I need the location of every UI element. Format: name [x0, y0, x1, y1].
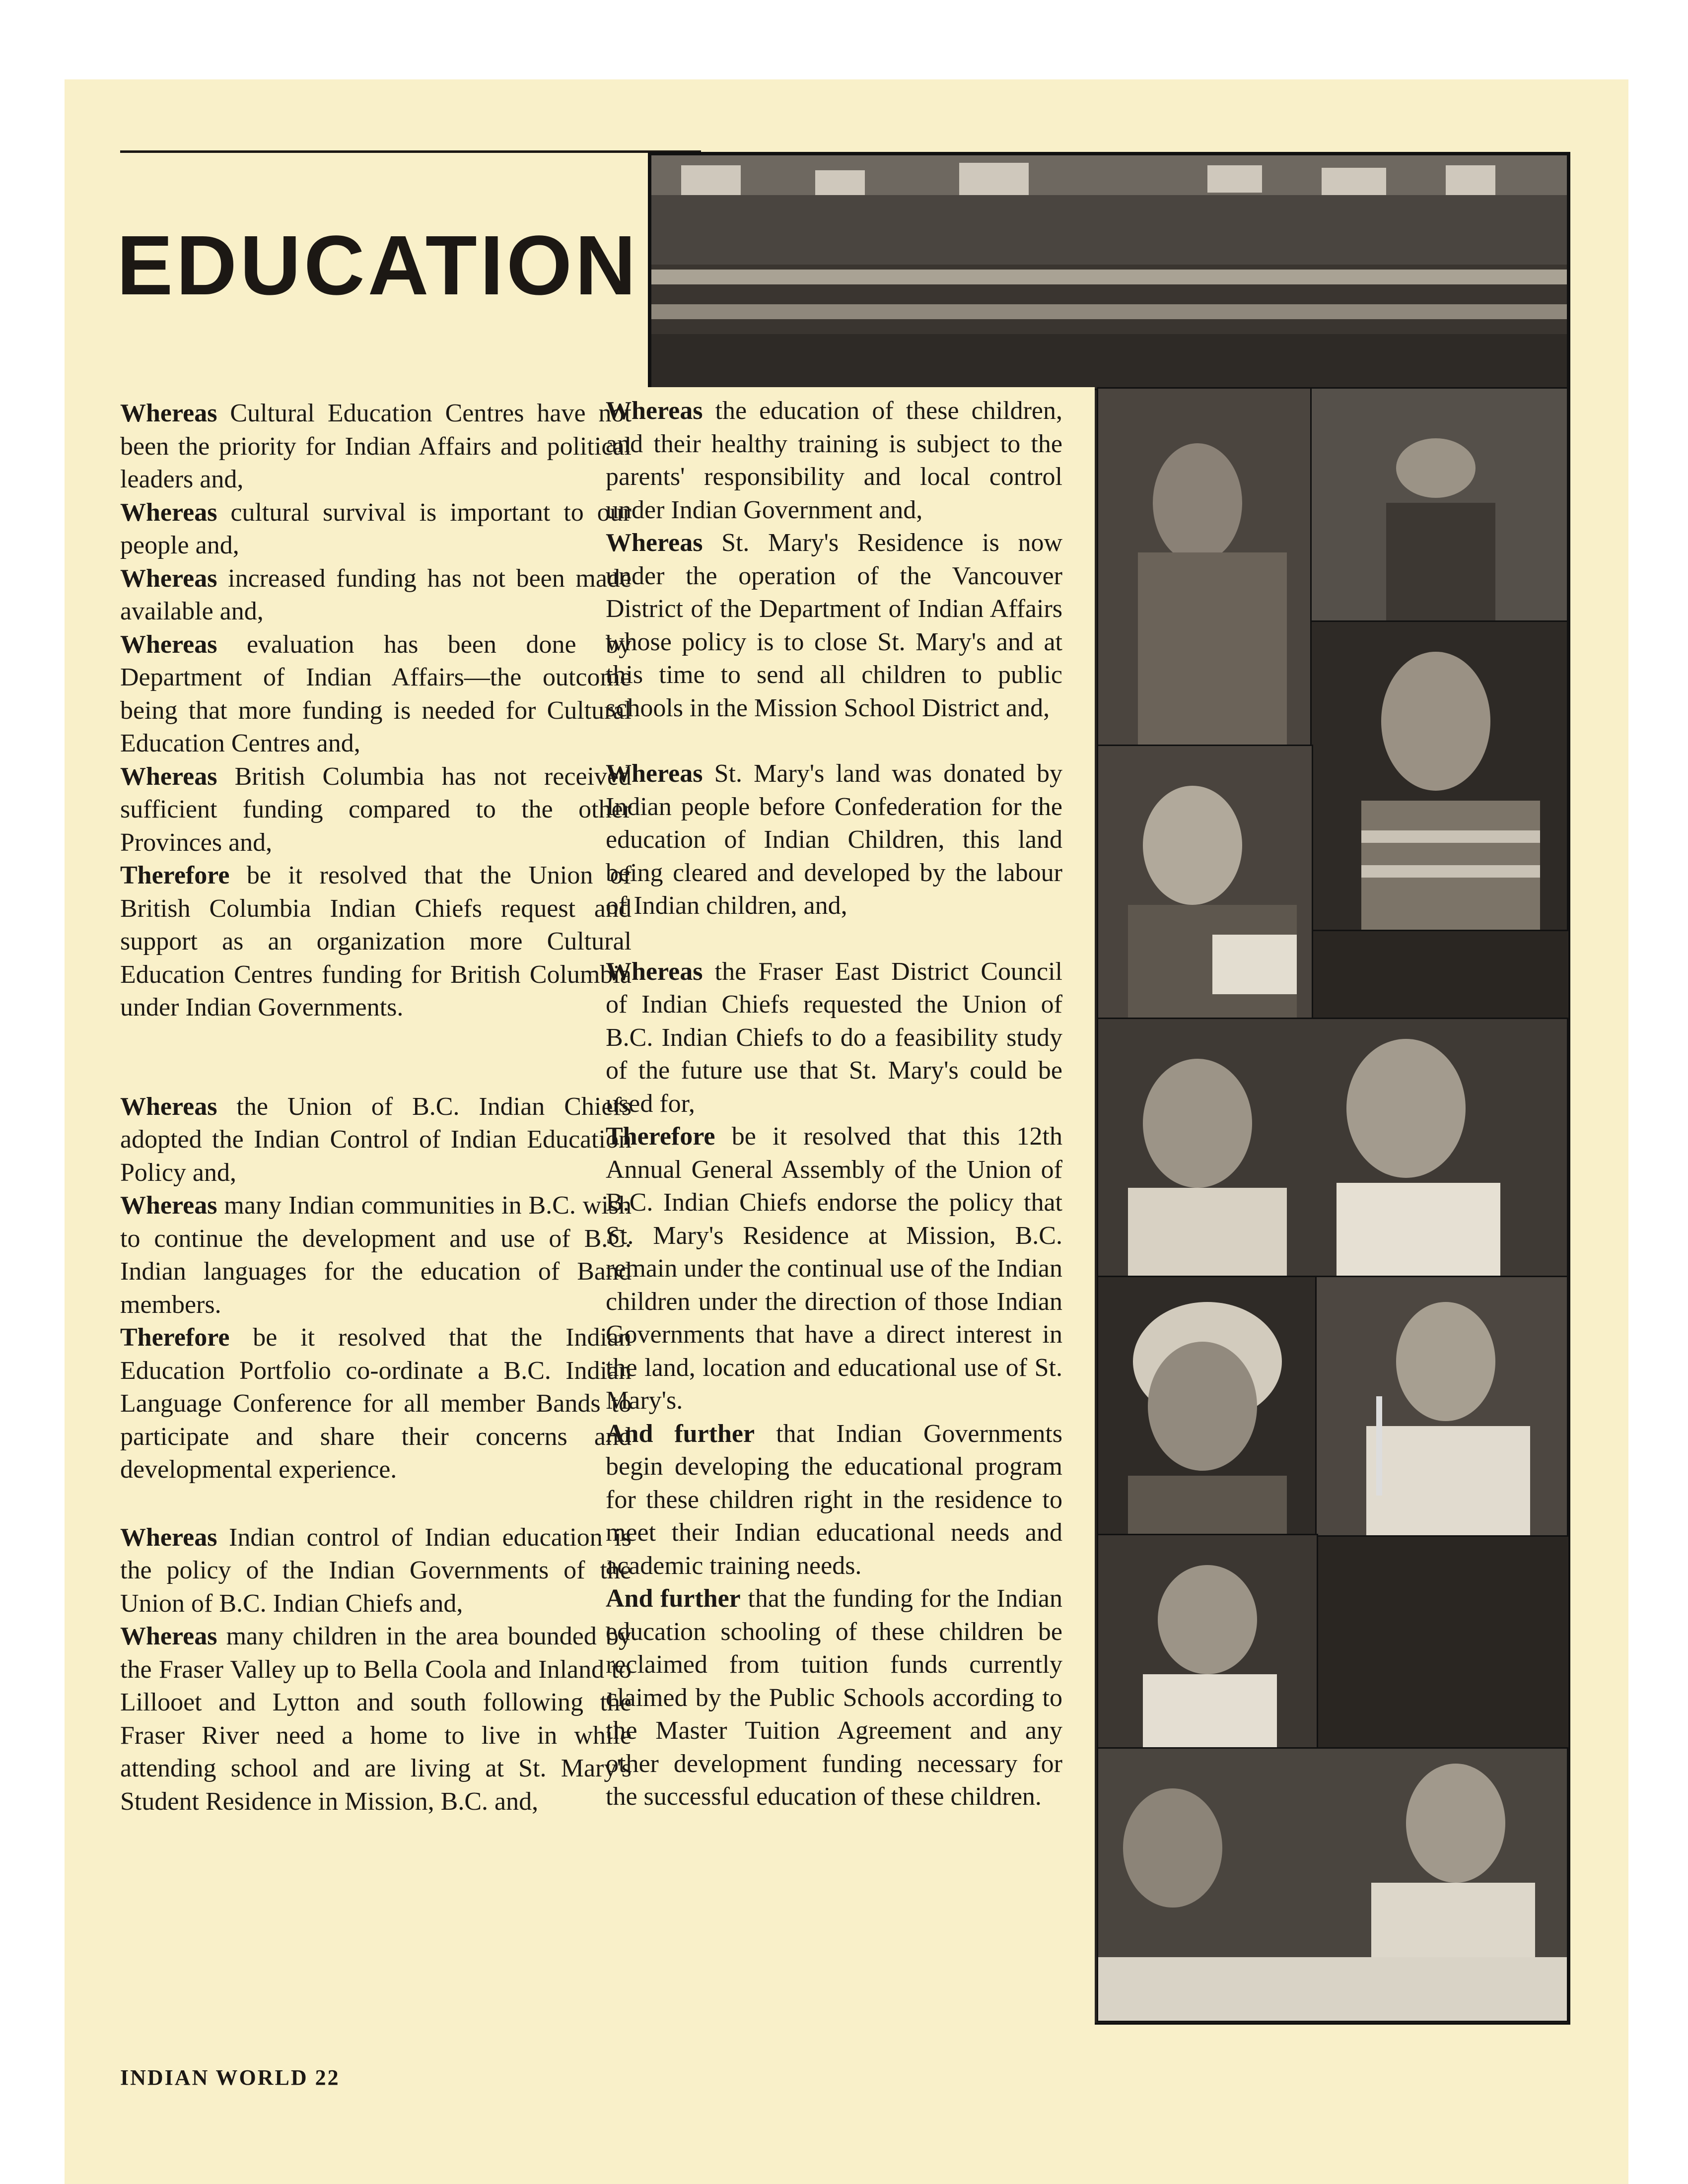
paragraph: Whereas Indian control of Indian education is the policy of the Indian Governments of the Union of B.C. Indian Chiefs and, — [120, 1523, 632, 1618]
woman-glasses-photo — [1310, 620, 1568, 931]
paragraph: Whereas increased funding has not been made available and, — [120, 564, 632, 625]
page-heading: EDUCATION — [117, 218, 639, 313]
speaker-photo-2 — [1097, 1534, 1318, 1750]
paragraph: Whereas evaluation has been done by Department of Indian Affairs—the outcome being that more funding is needed for Cultural Education Centres and, — [120, 630, 632, 757]
speaker-photo-1 — [1097, 387, 1313, 748]
paragraph: Whereas the education of these children, and their healthy training is subject to the parents' responsibility and local control under Indian Government and, — [606, 397, 1062, 524]
elder-man-photo — [1097, 745, 1313, 1021]
paragraph: Whereas St. Mary's land was donated by Indian people before Confederation for the education of Indian Children, this land being cleared and developed by the labour of Indian children, and, — [606, 759, 1062, 920]
woman-headscarf-photo — [1097, 1276, 1318, 1537]
magazine-page — [65, 79, 1628, 2184]
audience-photo-1 — [1310, 387, 1568, 623]
page-footer: INDIAN WORLD 22 — [120, 2065, 340, 2090]
two-women-photo — [1097, 1018, 1568, 1279]
paragraph: Whereas many Indian communities in B.C. wish to continue the development and use of B.C. Indian languages for the education of Band members. — [120, 1191, 632, 1319]
paragraph: And further that Indian Governments begin developing the educational program for these children right in the residence to meet their Indian educational needs and academic training needs. — [606, 1419, 1063, 1580]
paragraph: Therefore be it resolved that the Union of British Columbia Indian Chiefs request and support as an organization more Cultural Education Centres funding for British Columbia under Indian Governments. — [120, 861, 632, 1022]
paragraph: Therefore be it resolved that the Indian Education Portfolio co-ordinate a B.C. Indian Language Conference for all member Bands to participate and share their concerns and developmental experience. — [120, 1323, 632, 1484]
left-column — [120, 397, 632, 1818]
paragraph: Whereas St. Mary's Residence is now under the operation of the Vancouver District of the Department of Indian Affairs whose policy is to close St. Mary's and at this time to send all children to public schools in the Mission School District and, — [606, 529, 1062, 722]
paragraph: Whereas Cultural Education Centres have not been the priority for Indian Affairs and political leaders and, — [120, 399, 632, 493]
paragraph: Whereas the Union of B.C. Indian Chiefs adopted the Indian Control of Indian Education Policy and, — [120, 1092, 632, 1187]
paragraph: Whereas the Fraser East District Council of Indian Chiefs requested the Union of B.C. Indian Chiefs to do a feasibility study of the future use that St. Mary's could be used for, — [606, 957, 1062, 1118]
audience-photo-2 — [1097, 1747, 1568, 2022]
paragraph: Whereas cultural survival is important to our people and, — [120, 498, 632, 559]
assembly-hall-photo — [650, 154, 1568, 390]
man-microphone-photo — [1315, 1276, 1568, 1537]
middle-column — [606, 395, 1062, 1814]
header-rule — [120, 150, 701, 153]
paragraph: And further that the funding for the Indian education schooling of these children be reclaimed from tuition funds currently claimed by the Public Schools according to the Master Tuition Agreement and any other development funding necessary for the successful education of these children. — [606, 1584, 1062, 1811]
paragraph: Whereas many children in the area bounded by the Fraser Valley up to Bella Coola and Inland to Lillooet and Lytton and south following the Fraser River need a home to live in while attending school and are living at St. Mary's Student Residence in Mission, B.C. and, — [120, 1622, 632, 1816]
paragraph: Therefore be it resolved that this 12th Annual General Assembly of the Union of B.C. Indian Chiefs endorse the policy that St. Mary's Residence at Mission, B.C. remain under the continual use of the Indian children under the direction of those Indian Governments that have a direct interest in the land, location and educational use of St. Mary's. — [606, 1122, 1062, 1415]
paragraph: Whereas British Columbia has not received sufficient funding compared to the other Provinces and, — [120, 762, 632, 857]
